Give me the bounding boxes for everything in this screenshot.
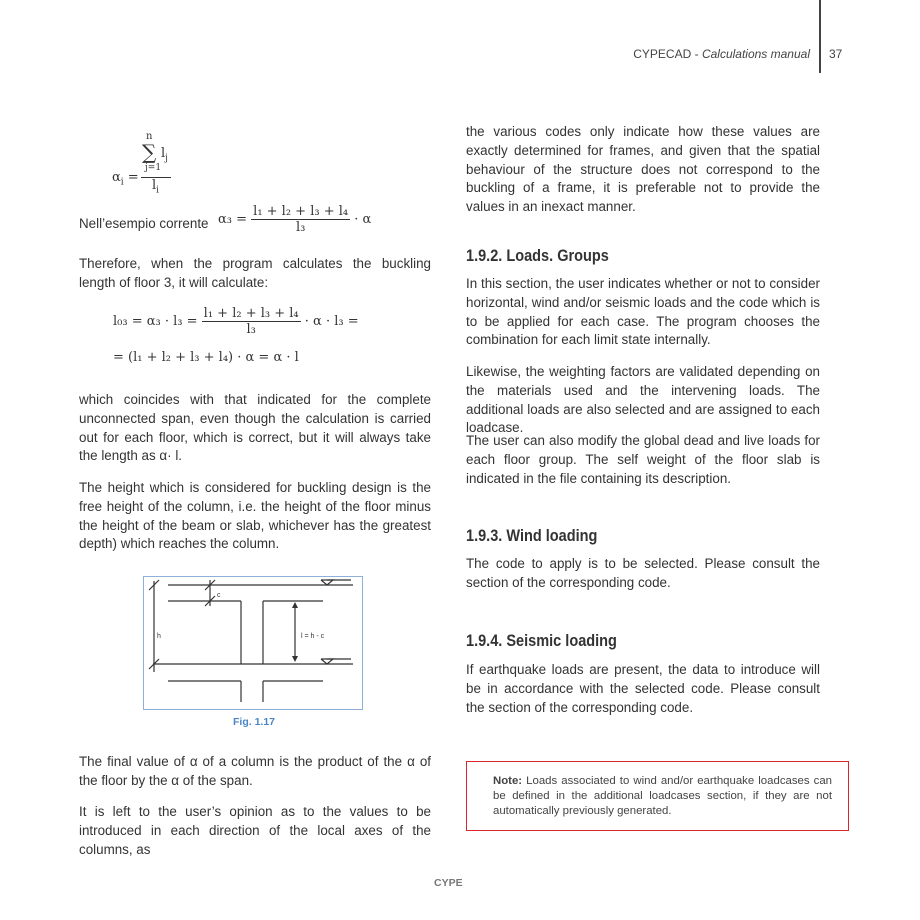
note-label: Note: [493,775,523,787]
column-diagram [143,576,363,710]
paragraph: If earthquake loads are present, the data to introduce will be in accordance with the selected code. Please consult the section of the corresponding code. [466,662,820,715]
section-heading: 1.9.4. Seismic loading [466,632,617,650]
denominator: l₃ [246,322,256,337]
sum-symbol: ∑ [142,140,157,164]
figure-caption: Fig. 1.17 [233,716,276,728]
sum-upper-limit: n [146,131,153,142]
label-l: l = h - c [301,633,325,640]
section-heading: 1.9.3. Wind loading [466,527,598,545]
note-box [466,761,849,831]
example-label: Nell’esempio corrente [79,216,209,231]
formula-tail: · α · l₃ = [304,314,359,329]
formula-l03 [113,306,359,337]
label-h: h [157,633,161,640]
formula-denominator: l [152,178,157,193]
footer-brand: CYPE [434,877,463,889]
section-heading: 1.9.2. Loads. Groups [466,247,609,265]
fraction [251,204,350,235]
formula-lhs: α₃ = [218,212,248,227]
sum-term-sub: j [165,153,168,164]
formula-denominator-sub: i [156,185,160,196]
paragraph: the various codes only indicate how these values are exactly determined for frames, and given that the spatial behaviour of the structure does not correspond to the buckling of a frame, it is preferable not to provide the values in an inexact manner. [466,124,820,215]
formula-result: = (l₁ + l₂ + l₃ + l₄) · α = α · l [113,350,299,365]
manual-title: Calculations manual [701,47,810,61]
formula-lhs: α [112,170,121,185]
paragraph: The final value of α of a column is the product of the α of the floor by the α of the span. [79,754,431,788]
sum-term: l [161,146,166,161]
note-text: Loads associated to wind and/or earthquake loadcases can be defined in the additional loadcases section, if they are not automatically previously generated. [493,775,832,817]
running-header [633,47,810,61]
paragraph: Therefore, when the program calculates the buckling length of floor 3, it will calculate: [79,256,431,290]
numerator: l₁ + l₂ + l₃ + l₄ [203,306,299,321]
denominator: l₃ [295,220,306,235]
product-name: CYPECAD [633,47,692,61]
paragraph: which coincides with that indicated for the complete unconnected span, even though the calculation is carried out for each floor, which is correct, but it will always take the length as α· l. [79,392,431,464]
paragraph: Likewise, the weighting factors are validated depending on the materials used and the intervening loads. The additional loads are also selected and are assigned to each loadcase. [466,364,820,436]
formula-alpha-3 [218,204,371,235]
paragraph: The height which is considered for buckling design is the free height of the column, i.e. the height of the floor minus the height of the beam or slab, whichever has the greatest depth) which reaches the column. [79,480,431,552]
paragraph: It is left to the user’s opinion as to the values to be introduced in each direction of the local axes of the columns, as [79,804,431,857]
formula-lhs-sub: i [120,177,124,188]
paragraph: In this section, the user indicates whether or not to consider horizontal, wind and/or seismic loads and the code which is to be applied for each case. The program chooses the combination for each limit state internally. [466,276,820,348]
formula-lhs: l₀₃ = α₃ · l₃ = [113,314,198,329]
formula-tail: · α [354,212,372,227]
label-c: c [217,592,221,599]
figure-column-height [143,576,363,710]
numerator: l₁ + l₂ + l₃ + l₄ [253,204,349,219]
paragraph: The code to apply is to be selected. Please consult the section of the corresponding code. [466,556,820,590]
fraction [202,306,301,337]
header-divider [819,0,821,73]
header-separator: - [691,47,702,61]
formula-alpha-i: $\alpha_i$ = [112,170,139,188]
paragraph: The user can also modify the global dead and live loads for each floor group. The self weight of the floor slab is indicated in the file containing its description. [466,433,820,486]
page-number: 37 [829,47,843,61]
sum-lower-limit: j=1 [145,163,162,173]
